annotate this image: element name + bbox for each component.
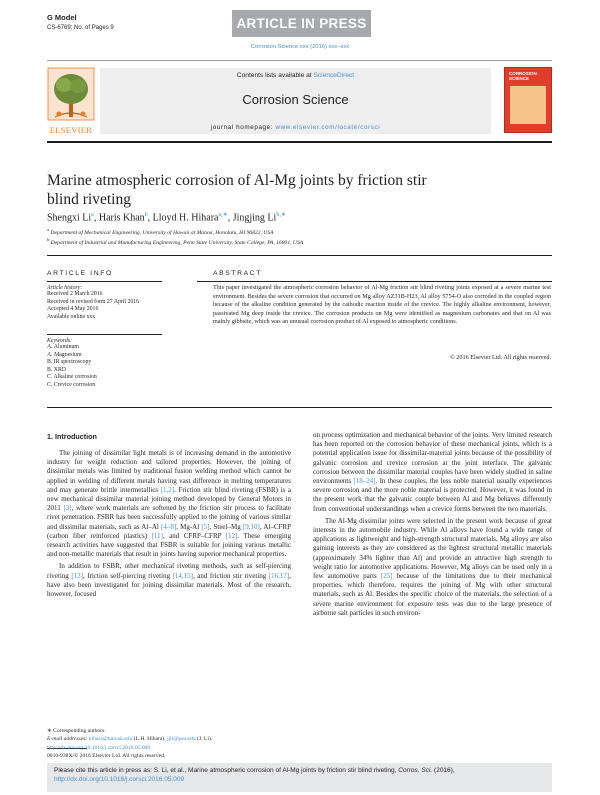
title-rule <box>47 255 552 256</box>
paragraph <box>313 431 552 514</box>
text-run: The Al-Mg dissimilar joints were selected in the present work because of great interests in the automobile industry. While Al alloys have found a wide range of applications as lightweight and high-strength structural materials, Mg alloys are also gaining interests as they are considered as the lightest structural metallic materials (approximately 34% lighter than Al) and provide an attractive high strength to weight ratio for automotive applications. However, Mg alloys can be used only in a few automotive parts <box>313 516 552 581</box>
paper-title: Marine atmospheric corrosion of Al-Mg joints by friction stir blind riveting <box>47 172 427 208</box>
cover-image-icon <box>510 86 546 124</box>
author-name: Lloyd H. Hihara <box>152 212 219 224</box>
article-info-rule <box>47 281 162 282</box>
reference-link[interactable]: [3] <box>63 504 72 513</box>
reference-link[interactable]: [9,10] <box>242 522 260 531</box>
text-run: , and CFRP–CFRP <box>162 531 226 540</box>
journal-reference-link[interactable]: Corrosion Science xxx (2016) xxx–xxx <box>250 44 350 50</box>
keyword-item: B. IR spectroscopy <box>47 359 92 366</box>
history-item: Accepted 4 May 2016 <box>47 306 99 313</box>
article-history <box>47 285 162 321</box>
reference-link[interactable]: [11] <box>151 531 163 540</box>
affiliation-mark: a <box>47 227 49 232</box>
history-item: Received in revised form 27 April 2016 <box>47 298 140 305</box>
body-left-column <box>47 449 291 602</box>
email-addresses <box>47 736 212 742</box>
abstract-text: This paper investigated the atmospheric corrosion behavior of Al-Mg friction stir blind riveting joints exposed at a severe marine test environment. Besides the severe corrosion that occurred on Mg alloy AZ31B-H23, Al alloy 5754-O also corroded in the coupled region because of the alkaline condition generated by the cathodic reaction inside of the crevice. The highly alkaline environment, however, passivated Mg deep inside the crevice. The corrosion products on Mg were identified as magnesium carbonates and that on Al was mainly gibbsite, which was an unusual corrosion product of Al exposed to atmospheric conditions. <box>213 284 551 326</box>
contents-prefix: Contents lists available at <box>236 72 314 79</box>
homepage-label: journal homepage: <box>210 124 276 131</box>
text-run: , where work materials are softened by the friction stir process to facilitate rivet penetration. FSBR has been successfully applied to the joining of various similar and dissimilar materials, such as Al–Al <box>47 504 292 531</box>
text-run: , have also been investigated for joining dissimilar materials. Most of the research, however, focused <box>47 571 291 599</box>
text-run: , and friction stir riveting <box>193 571 269 580</box>
reference-link[interactable]: [12] <box>225 531 238 540</box>
text-run: . These emerging research activities have suggested that FSBR is suitable for joining various metallic and non-metallic materials that result in joints having superior mechanical properties. <box>47 531 291 559</box>
cover-title: CORROSION SCIENCE <box>509 71 537 81</box>
reference-link[interactable]: [25] <box>380 572 393 581</box>
elsevier-wordmark: ELSEVIER <box>49 125 93 135</box>
doi-line <box>47 745 150 751</box>
affiliation-text: Department of Industrial and Manufacturing Engineering, Penn State University, State College, PA, 16801, USA <box>50 239 304 246</box>
author-affiliation-mark[interactable]: b <box>144 212 148 218</box>
body-right-column <box>313 431 552 621</box>
text-run: , Al–CFRP (carbon fiber reinforced plastics) <box>47 522 291 540</box>
keyword-item: B. XRD <box>47 366 67 373</box>
reference-link[interactable]: [4–8] <box>161 522 177 531</box>
journal-title: Corrosion Science <box>242 92 349 107</box>
affiliation-a <box>47 227 274 236</box>
reference-link[interactable]: [16,17] <box>268 571 290 580</box>
abstract-rule <box>197 281 552 282</box>
citation-journal: Corros. Sci. <box>398 767 433 774</box>
reference-link[interactable]: [5] <box>201 522 210 531</box>
article-info-heading: ARTICLE INFO <box>47 270 113 277</box>
keyword-item: A. Aluminum <box>47 344 79 350</box>
author-affiliation-mark[interactable]: b,∗ <box>276 212 286 218</box>
citation-doi-link[interactable]: http://dx.doi.org/10.1016/j.corsci.2016.05.009 <box>54 776 185 783</box>
citation-prefix: Please cite this article in press as: S. Li, et al., Marine atmospheric corrosion of Al-Mg joints by friction stir blind riveting, <box>54 767 399 774</box>
keyword-item: C. Alkaline corrosion <box>47 374 97 381</box>
keywords-heading: Keywords: <box>47 338 72 344</box>
contents-available <box>100 72 491 79</box>
author-affiliation-mark[interactable]: a,∗ <box>218 212 228 218</box>
article-in-press-banner: ARTICLE IN PRESS <box>232 10 371 37</box>
text-run: In addition to FSBR, other mechanical riveting methods, such as self-piercing riveting <box>47 562 291 580</box>
homepage-link[interactable]: www.elsevier.com/locate/corsci <box>275 124 381 131</box>
g-model-label: G Model <box>47 13 77 22</box>
text-run: , Steel–Mg <box>209 522 243 531</box>
header-rule-top <box>47 60 552 61</box>
text-run: . In these couples, the less noble material usually experiences severe corrosion and the more noble material is protected. However, it was found in the present work that the galvanic couple between Al and Mg behaves differently from conventional understandings when a crevice forms between the two materials. <box>313 477 552 513</box>
abstract-bottom-rule <box>47 407 552 408</box>
keywords-rule <box>47 334 162 335</box>
email-label: E-mail addresses: <box>47 736 89 742</box>
text-run: The joining of dissimilar light metals is of increasing demand in the automotive industry for weight reduction and tailored properties. However, the joining of dissimilar metals was limited by traditional fusion welding method which cannot be applied in welding of different metals having vast difference in melting temperatures and may generate brittle intermetallics <box>47 449 291 494</box>
section-heading-introduction: 1. Introduction <box>47 432 97 441</box>
text-run: , Mg-Al <box>176 522 202 531</box>
text-run: on process optimization and mechanical behavior of the joints. Very limited research has been reported on the corrosion behavior of these mechanical joints, which is a potential application issue for dissimilar-material joints because of the possibility of galvanic corrosion and crevice corrosion at the joint interface. The galvanic corrosion between the dissimilar material couples have been widely studied in saline environments <box>313 431 552 486</box>
header-rule-bottom <box>47 141 552 143</box>
sciencedirect-link[interactable]: ScienceDirect <box>313 72 355 79</box>
history-heading: Article history: <box>47 285 83 291</box>
abstract-heading: ABSTRACT <box>213 270 263 277</box>
affiliation-b <box>47 237 303 246</box>
keywords-list <box>47 338 162 390</box>
reference-link[interactable]: [14,15] <box>172 571 194 580</box>
reference-link[interactable]: [18–24] <box>353 477 376 486</box>
author-affiliation-mark[interactable]: a <box>91 212 94 218</box>
doi-link[interactable]: http://dx.doi.org/10.1016/j.corsci.2016.05.009 <box>47 745 151 751</box>
reference-link[interactable]: [13] <box>71 571 83 580</box>
paragraph <box>47 449 291 559</box>
text-run: because of the limitations due to their mechanical properties, which therefore, requires the joining of Mg with other structural materials, such as Al. Besides the specific choice of the materials, the selection of a severe marine environment for exposure tests was due to the large presence of airborne salt particles in such environ- <box>313 572 553 617</box>
corresponding-note: ∗ Corresponding authors. <box>47 728 106 734</box>
abstract-copyright: © 2016 Elsevier Ltd. All rights reserved. <box>450 354 551 361</box>
issn-line: 0010-938X/© 2016 Elsevier Ltd. All rights reserved. <box>47 753 166 759</box>
author-list: Shengxi Li$^a$, Haris Khan$^b$, Lloyd H. Hihara$^{a,∗}$, Jingjing $Li^{b,∗}$ <box>47 212 286 224</box>
text-run: . Friction stir blind riveting (FSBR) is a new mechanical dissimilar material joining method developed by General Motors in 2011 <box>47 485 291 513</box>
history-item: Available online xxx <box>47 313 96 320</box>
email-link[interactable]: jjli@psu.edu <box>167 736 196 742</box>
email-owner: (J. Li). <box>195 736 213 742</box>
keyword-item: C. Crevice corrosion <box>47 381 96 388</box>
paragraph <box>47 562 291 599</box>
paragraph <box>313 517 552 618</box>
reference-link[interactable]: [1,2] <box>160 485 175 494</box>
manuscript-ref: CS-6769; No. of Pages 9 <box>47 25 114 31</box>
history-item: Received 2 March 2016 <box>47 291 103 297</box>
affiliation-text: Department of Mechanical Engineering, University of Hawaii at Manoa, Honolulu, HI 96822, USA <box>50 229 274 236</box>
email-link[interactable]: hihara@hawaii.edu <box>88 736 133 742</box>
author-name: Haris Khan <box>98 212 145 224</box>
author-name: Shengxi Li <box>47 212 92 224</box>
affiliation-mark: b <box>47 237 50 242</box>
journal-homepage <box>100 124 491 131</box>
text-run: , friction self-piercing riveting <box>82 571 173 580</box>
citation-year: (2016), <box>432 767 455 774</box>
keyword-item: A. Magnesium <box>47 351 82 358</box>
author-name: Jingjing Li <box>232 212 277 224</box>
email-owner: (L.H. Hihara), <box>132 736 168 742</box>
citation-text <box>54 766 549 784</box>
